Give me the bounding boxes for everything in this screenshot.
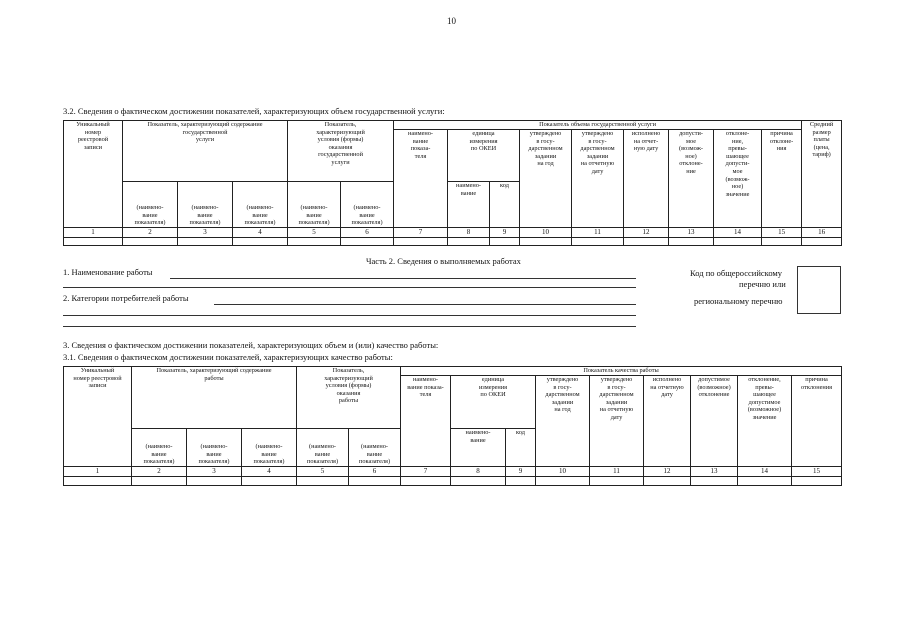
table-row bbox=[64, 238, 842, 246]
header-permissible: допусти- мое (возмож- ное) отклоне- ние bbox=[669, 130, 714, 228]
header-avg-fee: Средний размер платы (цена, тариф) bbox=[802, 121, 842, 228]
sub-name-4: (наимено- вание показателя) bbox=[233, 182, 288, 228]
col-number: 11 bbox=[572, 228, 624, 238]
sub-name-5: (наимено- вание показателя) bbox=[297, 429, 349, 467]
header-executed: исполнено на отчет- ную дату bbox=[624, 130, 669, 228]
col-number: 8 bbox=[451, 467, 506, 477]
col-number: 3 bbox=[178, 228, 233, 238]
col-number: 2 bbox=[123, 228, 178, 238]
consumers-line[interactable] bbox=[214, 304, 636, 305]
code-input-box[interactable] bbox=[797, 266, 841, 314]
col-number: 4 bbox=[242, 467, 297, 477]
header-unit: единица измерения по ОКЕИ bbox=[451, 376, 536, 429]
col-number: 12 bbox=[624, 228, 669, 238]
col-number: 1 bbox=[64, 467, 132, 477]
col-number: 8 bbox=[448, 228, 490, 238]
header-executed: исполнено на отчетную дату bbox=[644, 376, 691, 467]
col-number: 5 bbox=[288, 228, 341, 238]
header-content: Показатель, характеризующий содержание работы bbox=[132, 367, 297, 429]
header-unit-name: наимено- вание bbox=[448, 182, 490, 228]
col-number: 15 bbox=[762, 228, 802, 238]
col-number: 10 bbox=[520, 228, 572, 238]
sub-name-2: (наимено- вание показателя) bbox=[123, 182, 178, 228]
col-number: 13 bbox=[669, 228, 714, 238]
section-32-title: 3.2. Сведения о фактическом достижении показателей, характеризующих объем государственной услуги: bbox=[63, 106, 445, 116]
work-name-line-2[interactable] bbox=[63, 287, 636, 288]
col-number: 9 bbox=[490, 228, 520, 238]
header-approved-year: утверждено в госу- дарственном задании на год bbox=[536, 376, 590, 467]
header-indicator-name: наимено- вание показа- теля bbox=[401, 376, 451, 467]
page-number: 10 bbox=[447, 16, 456, 26]
col-number: 14 bbox=[714, 228, 762, 238]
sub-name-6: (наимено- вание показателя) bbox=[341, 182, 394, 228]
header-registry: Уникальный номер реестровой записи bbox=[64, 121, 123, 228]
quality-indicators-table bbox=[63, 366, 842, 486]
header-unit: единица измерения по ОКЕИ bbox=[448, 130, 520, 182]
table-row bbox=[64, 477, 842, 486]
col-number: 11 bbox=[590, 467, 644, 477]
header-content: Показатель, характеризующий содержание государственной услуги bbox=[123, 121, 288, 182]
consumers-label: 2. Категории потребителей работы bbox=[63, 293, 189, 303]
col-number: 6 bbox=[341, 228, 394, 238]
col-number: 4 bbox=[233, 228, 288, 238]
consumers-line-3[interactable] bbox=[63, 326, 636, 327]
header-quality: Показатель качества работы bbox=[401, 367, 842, 376]
header-unit-code: код bbox=[506, 429, 536, 467]
header-exceeding: отклонение, превы- шающее допустимое (возможное) значение bbox=[738, 376, 792, 467]
header-registry: Уникальный номер реестровой записи bbox=[64, 367, 132, 467]
section-3-title: 3. Сведения о фактическом достижении показателей, характеризующих объем и (или) качество работы: bbox=[63, 340, 439, 350]
header-conditions: Показатель, характеризующий условия (формы) оказания работы bbox=[297, 367, 401, 429]
code-label-2: перечню или bbox=[739, 279, 786, 289]
work-name-label: 1. Наименование работы bbox=[63, 267, 153, 277]
header-unit-code: код bbox=[490, 182, 520, 228]
col-number: 5 bbox=[297, 467, 349, 477]
col-number: 15 bbox=[792, 467, 842, 477]
col-number: 7 bbox=[401, 467, 451, 477]
col-number: 9 bbox=[506, 467, 536, 477]
volume-indicators-table bbox=[63, 120, 842, 246]
col-number: 12 bbox=[644, 467, 691, 477]
work-name-line[interactable] bbox=[170, 278, 636, 279]
col-number: 14 bbox=[738, 467, 792, 477]
code-label-1: Код по общероссийскому bbox=[690, 268, 783, 278]
header-approved-year: утверждено в госу- дарственном задании на год bbox=[520, 130, 572, 228]
header-permissible: допустимое (возможное) отклонение bbox=[691, 376, 738, 467]
sub-name-5: (наимено- вание показателя) bbox=[288, 182, 341, 228]
header-reason: причина отклоне- ния bbox=[762, 130, 802, 228]
sub-name-4: (наимено- вание показателя) bbox=[242, 429, 297, 467]
consumers-line-2[interactable] bbox=[63, 315, 636, 316]
header-approved-date: утверждено в госу- дарственном задании на отчетную дату bbox=[572, 130, 624, 228]
col-number: 7 bbox=[394, 228, 448, 238]
header-indicator-name: наимено- вание показа- теля bbox=[394, 130, 448, 228]
code-label-3: региональному перечню bbox=[694, 296, 783, 306]
col-number: 6 bbox=[349, 467, 401, 477]
header-reason: причина отклонения bbox=[792, 376, 842, 467]
header-approved-date: утверждено в госу- дарственном задании на отчетную дату bbox=[590, 376, 644, 467]
col-number: 2 bbox=[132, 467, 187, 477]
header-unit-name: наимено- вание bbox=[451, 429, 506, 467]
header-exceeding: отклоне- ние, превы- шающее допусти- мое (возмож- ное) значение bbox=[714, 130, 762, 228]
col-number: 3 bbox=[187, 467, 242, 477]
col-number: 16 bbox=[802, 228, 842, 238]
sub-name-3: (наимено- вание показателя) bbox=[187, 429, 242, 467]
sub-name-6: (наимено- вание показателя) bbox=[349, 429, 401, 467]
sub-name-3: (наимено- вание показателя) bbox=[178, 182, 233, 228]
col-number: 10 bbox=[536, 467, 590, 477]
sub-name-2: (наимено- вание показателя) bbox=[132, 429, 187, 467]
col-number: 1 bbox=[64, 228, 123, 238]
col-number: 13 bbox=[691, 467, 738, 477]
section-31-title: 3.1. Сведения о фактическом достижении показателей, характеризующих качество работы: bbox=[63, 352, 393, 362]
part-2-title: Часть 2. Сведения о выполняемых работах bbox=[366, 256, 521, 266]
header-conditions: Показатель, характеризующий условия (формы) оказания государственной услуги bbox=[288, 121, 394, 182]
header-volume: Показатель объема государственной услуги bbox=[394, 121, 802, 130]
